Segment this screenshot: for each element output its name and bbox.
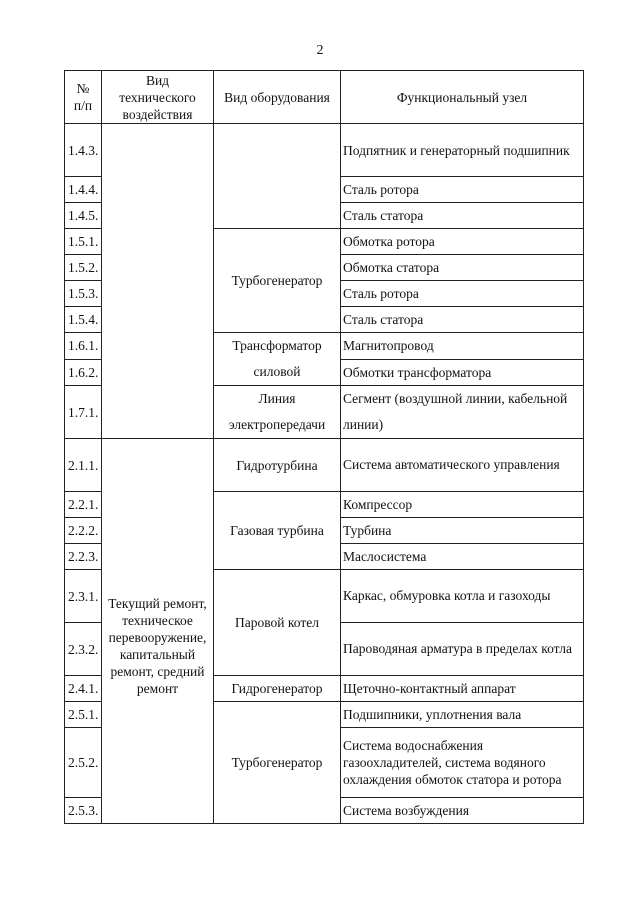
header-number: № п/п [65,71,102,124]
functional-unit: Обмотки трансформатора [341,359,584,386]
table-row [65,439,584,492]
row-number: 1.6.2. [65,359,102,386]
row-number: 1.5.1. [65,229,102,255]
equipment-type: Гидрогенератор [214,676,341,702]
functional-unit: Компрессор [341,492,584,518]
equipment-type: Трансформатор силовой [214,333,341,386]
functional-unit: Сталь ротора [341,281,584,307]
functional-unit: Обмотка статора [341,255,584,281]
row-number: 1.4.3. [65,124,102,177]
row-number: 1.5.2. [65,255,102,281]
row-number: 2.3.1. [65,570,102,623]
equipment-type: Линия электропередачи [214,386,341,439]
functional-unit: Маслосистема [341,544,584,570]
row-number: 1.7.1. [65,386,102,439]
functional-unit: Сталь статора [341,307,584,333]
table-row [65,124,584,177]
functional-unit: Магнитопровод [341,333,584,360]
row-number: 2.4.1. [65,676,102,702]
row-number: 1.4.4. [65,177,102,203]
header-functional-unit: Функциональный узел [341,71,584,124]
row-number: 2.5.3. [65,798,102,824]
functional-unit: Каркас, обмуровка котла и газоходы [341,570,584,623]
row-number: 2.5.1. [65,702,102,728]
equipment-type: Газовая турбина [214,492,341,570]
row-number: 1.6.1. [65,333,102,360]
row-number: 2.2.1. [65,492,102,518]
row-number: 1.4.5. [65,203,102,229]
functional-unit: Система водоснабжения газоохладителей, система водяного охлаждения обмоток статора и ротора [341,728,584,798]
functional-units-table [64,70,584,824]
functional-unit: Подшипники, уплотнения вала [341,702,584,728]
impact-type: Текущий ремонт, техническое перевооружение, капитальный ремонт, средний ремонт [102,439,214,824]
page-number: 2 [316,43,324,58]
row-number: 2.1.1. [65,439,102,492]
row-number: 1.5.4. [65,307,102,333]
row-number: 2.3.2. [65,623,102,676]
functional-unit: Сталь ротора [341,177,584,203]
functional-unit: Турбина [341,518,584,544]
equipment-type: Гидротурбина [214,439,341,492]
header-impact-type: Вид технического воздействия [102,71,214,124]
equipment-type: Турбогенератор [214,702,341,824]
functional-unit: Система автоматического управления [341,439,584,492]
row-number: 2.2.2. [65,518,102,544]
functional-unit: Сталь статора [341,203,584,229]
functional-unit: Щеточно-контактный аппарат [341,676,584,702]
functional-unit: Сегмент (воздушной линии, кабельной линии) [341,386,584,439]
equipment-type: Турбогенератор [214,229,341,333]
header-equipment-type: Вид оборудования [214,71,341,124]
row-number: 2.5.2. [65,728,102,798]
equipment-type: Паровой котел [214,570,341,676]
table-header-row [65,71,584,124]
functional-unit: Пароводяная арматура в пределах котла [341,623,584,676]
impact-type-cell-empty [102,124,214,439]
row-number: 2.2.3. [65,544,102,570]
row-number: 1.5.3. [65,281,102,307]
functional-unit: Обмотка ротора [341,229,584,255]
equipment-cell-empty [214,124,341,229]
functional-unit: Подпятник и генераторный подшипник [341,124,584,177]
functional-unit: Система возбуждения [341,798,584,824]
